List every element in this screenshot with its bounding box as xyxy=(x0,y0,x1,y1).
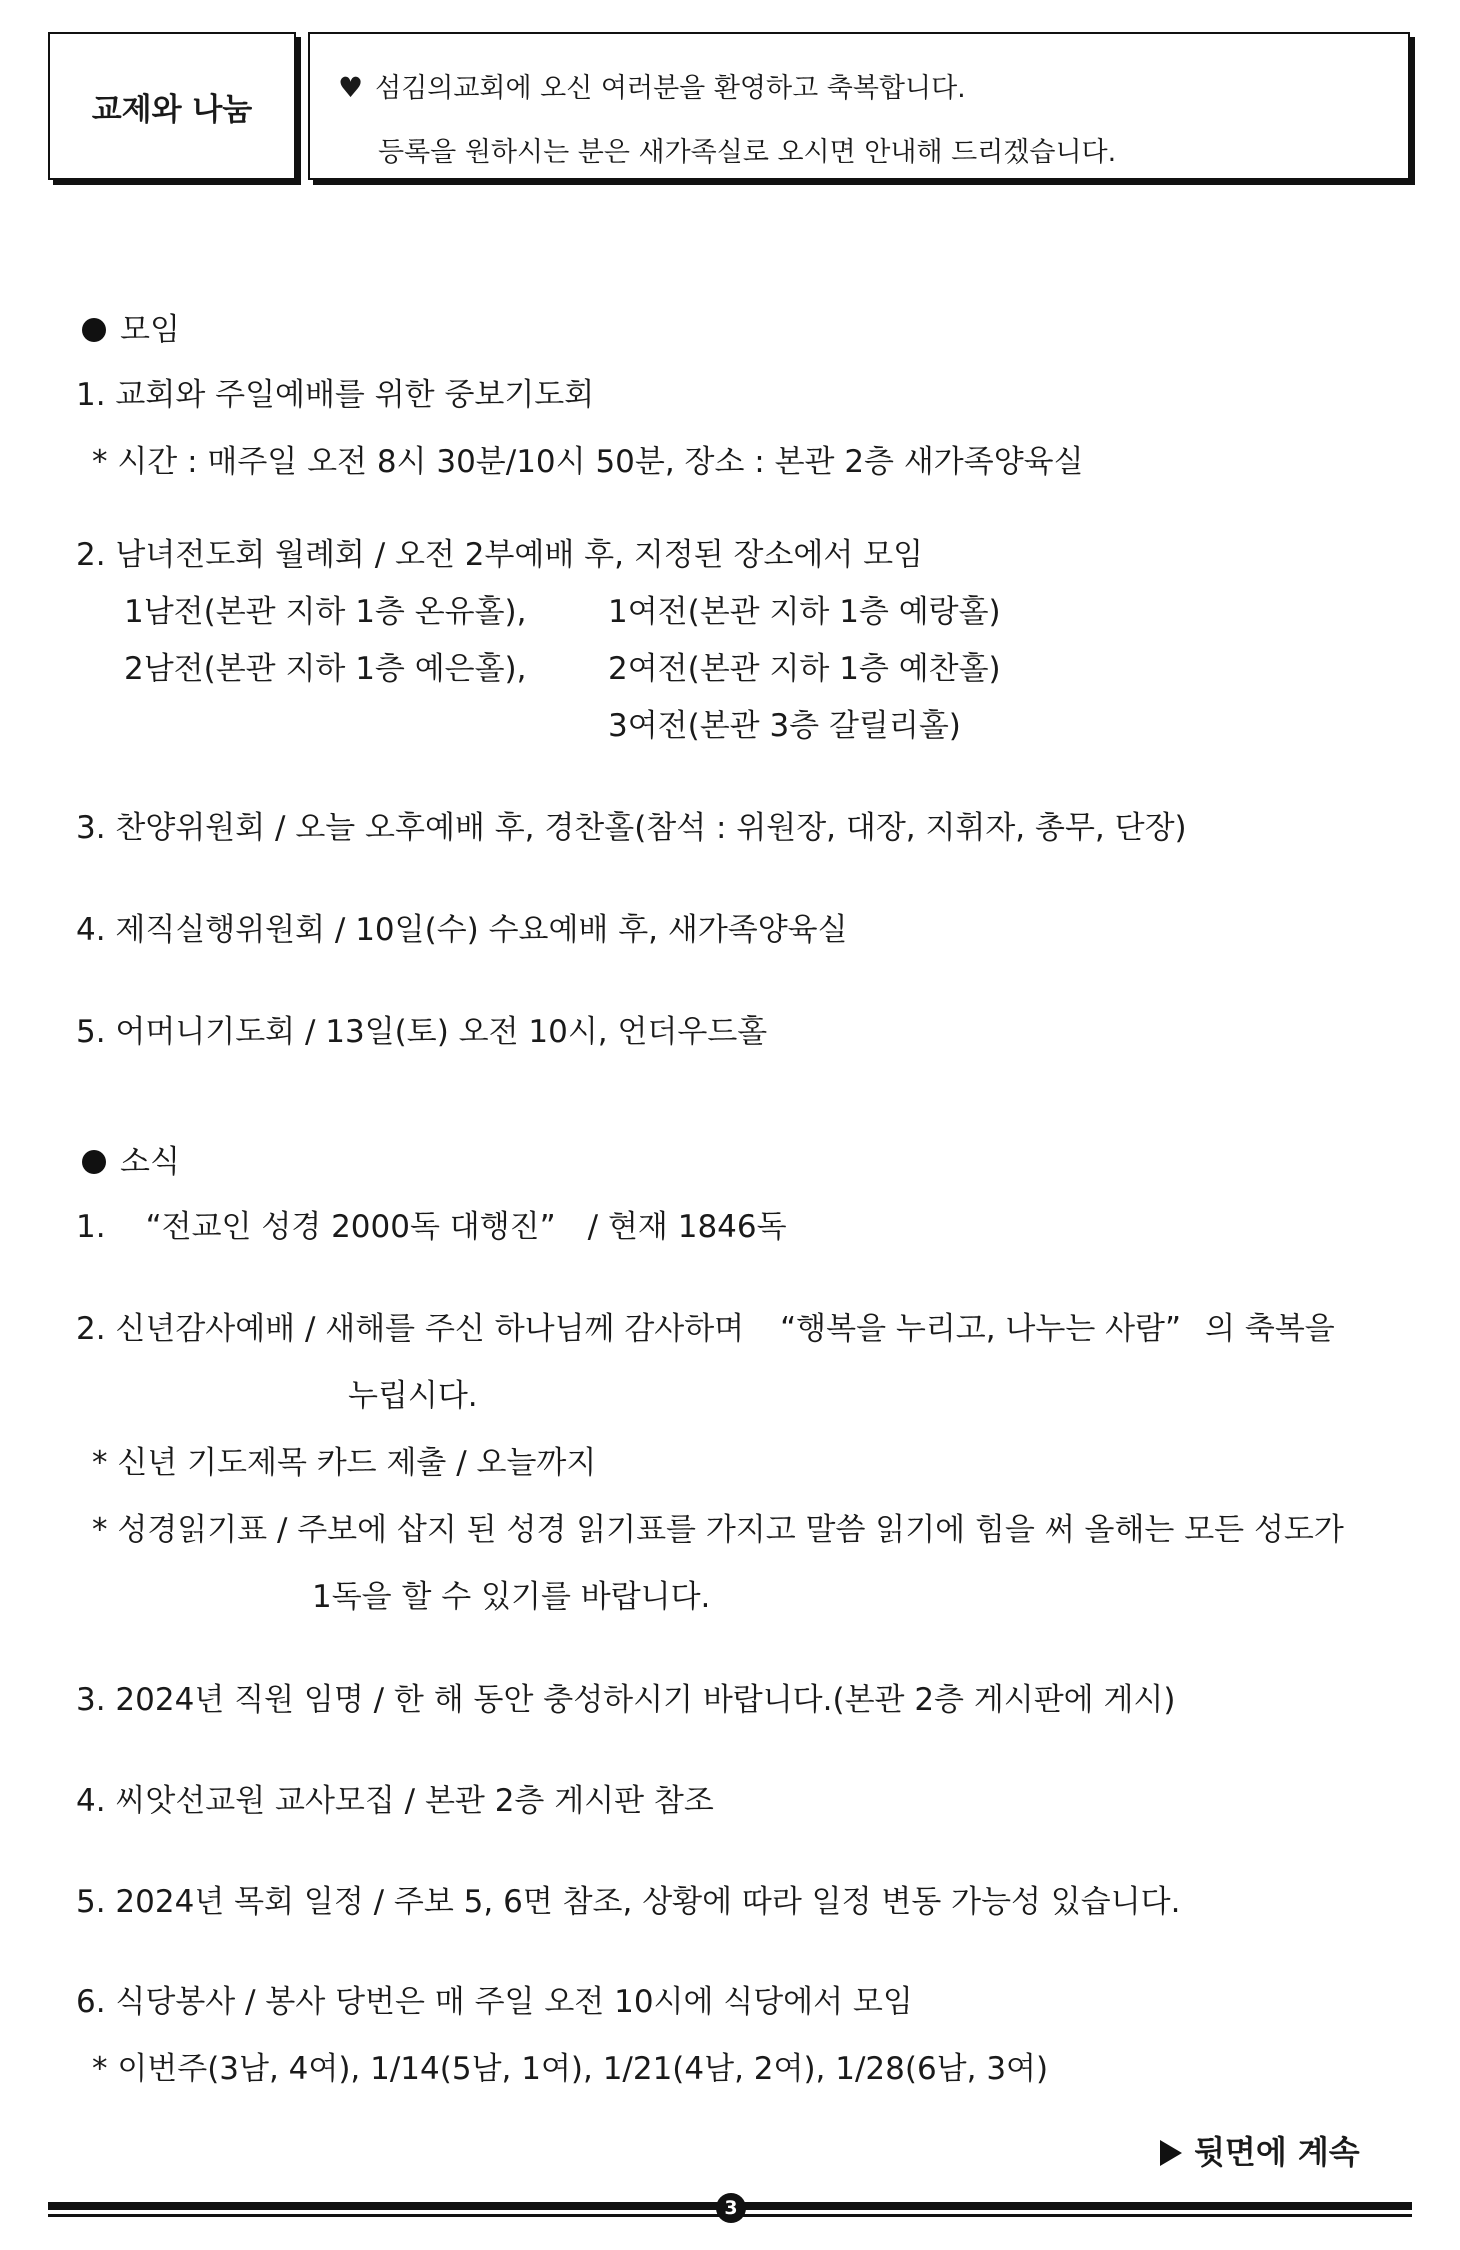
news-item-6: 6. 식당봉사 / 봉사 당번은 매 주일 오전 10시에 식당에서 모임 xyxy=(76,1984,913,2020)
news-item-6-note: * 이번주(3남, 4여), 1/14(5남, 1여), 1/21(4남, 2여), 1/28(6남, 3여) xyxy=(92,2051,1049,2087)
news-item-2-note-2: * 성경읽기표 / 주보에 삽지 된 성경 읽기표를 가지고 말씀 읽기에 힘을 써 올해는 모든 성도가 xyxy=(92,1512,1344,1548)
meeting-item-1-note: * 시간 : 매주일 오전 8시 30분/10시 50분, 장소 : 본관 2층 새가족양육실 xyxy=(92,444,1084,480)
page-number: 3 xyxy=(716,2193,746,2223)
meeting-item-2-m2: 2남전(본관 지하 1층 예은홀), xyxy=(124,651,527,687)
meeting-item-2: 2. 남녀전도회 월례회 / 오전 2부예배 후, 지정된 장소에서 모임 xyxy=(76,537,924,573)
meetings-heading: 모임 xyxy=(82,315,180,346)
welcome-line-2: 등록을 원하시는 분은 새가족실로 오시면 안내해 드리겠습니다. xyxy=(378,137,1117,168)
footer-rule-left xyxy=(48,2202,722,2220)
meeting-item-1: 1. 교회와 주일예배를 위한 중보기도회 xyxy=(76,377,595,413)
welcome-box xyxy=(308,32,1410,180)
bullet-icon xyxy=(82,1150,106,1174)
news-item-3: 3. 2024년 직원 임명 / 한 해 동안 충성하시기 바랍니다.(본관 2층 게시판에 게시) xyxy=(76,1682,1176,1718)
meeting-item-2-w3: 3여전(본관 3층 갈릴리홀) xyxy=(608,708,961,744)
meeting-item-2-w2: 2여전(본관 지하 1층 예찬홀) xyxy=(608,651,1001,687)
footer-rule-right xyxy=(740,2202,1412,2220)
news-item-2: 2. 신년감사예배 / 새해를 주신 하나님께 감사하며 “행복을 누리고, 나누는 사람” 의 축복을 xyxy=(76,1311,1335,1347)
meeting-item-2-w1: 1여전(본관 지하 1층 예랑홀) xyxy=(608,594,1001,630)
news-item-5: 5. 2024년 목회 일정 / 주보 5, 6면 참조, 상황에 따라 일정 변동 가능성 있습니다. xyxy=(76,1884,1181,1920)
news-item-2-note-1: * 신년 기도제목 카드 제출 / 오늘까지 xyxy=(92,1445,597,1481)
news-item-2-cont: 누립시다. xyxy=(348,1378,478,1414)
meeting-item-3: 3. 찬양위원회 / 오늘 오후예배 후, 경찬홀(참석 : 위원장, 대장, 지휘자, 총무, 단장) xyxy=(76,810,1187,846)
section-title: 교제와 나눔 xyxy=(91,91,253,128)
welcome-line-1: ♥ 섬김의교회에 오신 여러분을 환영하고 축복합니다. xyxy=(338,71,966,104)
news-item-4: 4. 씨앗선교원 교사모집 / 본관 2층 게시판 참조 xyxy=(76,1783,714,1819)
section-title-box xyxy=(48,32,296,180)
triangle-right-icon xyxy=(1160,2140,1182,2166)
news-item-2-note-2-cont: 1독을 할 수 있기를 바랍니다. xyxy=(312,1579,711,1615)
meeting-item-2-m1: 1남전(본관 지하 1층 온유홀), xyxy=(124,594,527,630)
meeting-item-4: 4. 제직실행위원회 / 10일(수) 수요예배 후, 새가족양육실 xyxy=(76,912,848,948)
continue-on-back: 뒷면에 계속 xyxy=(1160,2127,1360,2173)
meeting-item-5: 5. 어머니기도회 / 13일(토) 오전 10시, 언더우드홀 xyxy=(76,1014,768,1050)
news-heading: 소식 xyxy=(82,1147,180,1178)
bullet-icon xyxy=(82,318,106,342)
news-item-1: 1. “전교인 성경 2000독 대행진” / 현재 1846독 xyxy=(76,1209,787,1245)
heart-icon: ♥ xyxy=(338,71,364,104)
